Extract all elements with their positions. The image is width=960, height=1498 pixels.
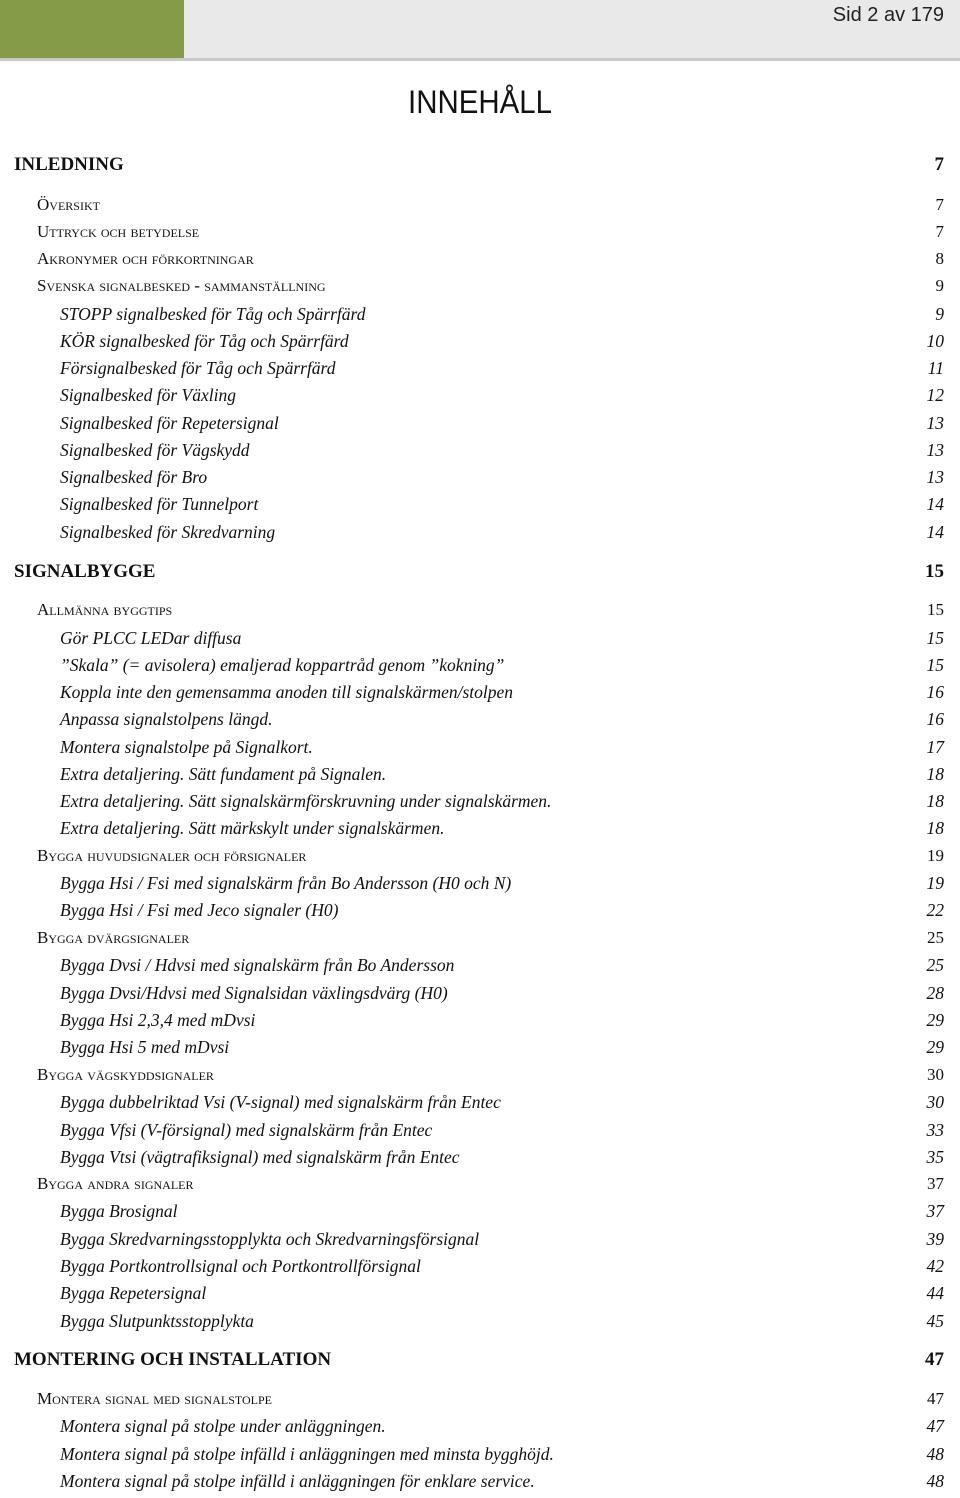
toc-entry-level3[interactable]: [0, 1010, 960, 1036]
toc-entry-title: Uttryck och betydelse: [37, 222, 200, 241]
toc-entry-title: SIGNALBYGGE: [14, 561, 156, 582]
toc-entry-page: 37: [926, 1201, 944, 1221]
toc-entry-title: INLEDNING: [14, 154, 124, 175]
toc-entry-page: 37: [927, 1174, 944, 1193]
toc-entry-title: Signalbesked för Tunnelport: [60, 494, 259, 514]
toc-entry-page: 33: [926, 1120, 944, 1140]
toc-entry-page: 9: [935, 304, 944, 324]
header-accent-block: [0, 0, 184, 58]
toc-entry-page: 18: [926, 764, 944, 784]
toc-entry-title: Bygga Vtsi (vägtrafiksignal) med signalskärm från Entec: [60, 1147, 460, 1167]
toc-entry-level3[interactable]: [0, 1283, 960, 1309]
toc-entry-level3[interactable]: [0, 1201, 960, 1227]
toc-entry-level3[interactable]: [0, 737, 960, 763]
toc-entry-level2[interactable]: [0, 276, 960, 302]
toc-entry-title: Montera signal på stolpe under anläggningen.: [60, 1416, 386, 1436]
toc-entry-page: 7: [935, 222, 944, 241]
toc-entry-level3[interactable]: [0, 709, 960, 735]
toc-entry-title: Bygga andra signaler: [37, 1174, 194, 1193]
toc-entry-title: STOPP signalbesked för Tåg och Spärrfärd: [60, 304, 366, 324]
toc-entry-page: 47: [925, 1349, 944, 1370]
toc-entry-level3[interactable]: [0, 655, 960, 681]
toc-entry-level3[interactable]: [0, 1037, 960, 1063]
toc-title: INNEHÅLL: [408, 84, 552, 120]
toc-entry-page: 25: [927, 928, 944, 947]
toc-entry-level3[interactable]: [0, 413, 960, 439]
toc-entry-level2[interactable]: [0, 600, 960, 626]
toc-entry-level2[interactable]: [0, 222, 960, 248]
toc-entry-page: 18: [926, 818, 944, 838]
page-indicator: Sid 2 av 179: [832, 4, 944, 26]
toc-entry-level2[interactable]: [0, 195, 960, 221]
toc-entry-page: 47: [927, 1389, 944, 1408]
toc-entry-page: 15: [926, 655, 944, 675]
toc-entry-title: Allmänna byggtips: [37, 600, 173, 619]
toc-entry-page: 45: [926, 1311, 944, 1331]
toc-entry-level3[interactable]: [0, 304, 960, 330]
toc-entry-level3[interactable]: [0, 682, 960, 708]
toc-entry-title: Extra detaljering. Sätt fundament på Signalen.: [60, 764, 387, 784]
toc-entry-page: 15: [927, 600, 944, 619]
toc-entry-title: Bygga Skredvarningsstopplykta och Skredvarningsförsignal: [60, 1229, 480, 1249]
toc-entry-page: 39: [926, 1229, 944, 1249]
toc-entry-page: 10: [926, 331, 944, 351]
toc-entry-title: Försignalbesked för Tåg och Spärrfärd: [60, 358, 336, 378]
toc-entry-level3[interactable]: [0, 331, 960, 357]
toc-entry-page: 15: [925, 561, 944, 582]
toc-entry-level2[interactable]: [0, 1174, 960, 1200]
toc-entry-level3[interactable]: [0, 900, 960, 926]
toc-entry-level3[interactable]: [0, 1444, 960, 1470]
toc-entry-title: Bygga Slutpunktsstopplykta: [60, 1311, 254, 1331]
toc-entry-level2[interactable]: [0, 1389, 960, 1415]
toc-entry-title: Svenska signalbesked - sammanställning: [37, 276, 326, 295]
toc-entry-level3[interactable]: [0, 764, 960, 790]
toc-entry-title: MONTERING OCH INSTALLATION: [14, 1349, 332, 1370]
toc-entry-page: 13: [926, 440, 944, 460]
toc-entry-page: 35: [926, 1147, 944, 1167]
toc-entry-page: 44: [926, 1283, 944, 1303]
toc-entry-title: Översikt: [37, 195, 100, 214]
toc-entry-title: Extra detaljering. Sätt märkskylt under signalskärmen.: [60, 818, 445, 838]
toc-entry-title: Montera signal med signalstolpe: [37, 1389, 272, 1408]
toc-entry-page: 30: [927, 1065, 944, 1084]
toc-entry-title: Signalbesked för Skredvarning: [60, 522, 276, 542]
toc-entry-title: Gör PLCC LEDar diffusa: [60, 628, 242, 648]
toc-entry-level3[interactable]: [0, 494, 960, 520]
toc-entry-page: 48: [926, 1444, 944, 1464]
toc-entry-level3[interactable]: [0, 1416, 960, 1442]
toc-entry-title: Bygga huvudsignaler och försignaler: [37, 846, 307, 865]
toc-entry-level3[interactable]: [0, 385, 960, 411]
toc-entry-title: Bygga Dvsi / Hdvsi med signalskärm från Bo Andersson: [60, 955, 455, 975]
toc-entry-page: 16: [926, 682, 944, 702]
toc-entry-title: Montera signal på stolpe infälld i anläggningen för enklare service.: [60, 1471, 535, 1491]
toc-entry-level2[interactable]: [0, 1065, 960, 1091]
toc-entry-page: 47: [926, 1416, 944, 1436]
toc-entry-title: Signalbesked för Repetersignal: [60, 413, 279, 433]
toc-entry-page: 16: [926, 709, 944, 729]
toc-entry-level3[interactable]: [0, 358, 960, 384]
toc-entry-level1[interactable]: [0, 561, 960, 587]
toc-entry-page: 13: [926, 467, 944, 487]
toc-entry-page: 12: [926, 385, 944, 405]
toc-entry-level3[interactable]: [0, 1120, 960, 1146]
toc-entry-title: Anpassa signalstolpens längd.: [60, 709, 273, 729]
toc-entry-page: 42: [926, 1256, 944, 1276]
toc-entry-page: 25: [926, 955, 944, 975]
toc-entry-page: 18: [926, 791, 944, 811]
toc-entry-level3[interactable]: [0, 1471, 960, 1497]
toc-entry-level3[interactable]: [0, 1256, 960, 1282]
toc-entry-title: Signalbesked för Bro: [60, 467, 208, 487]
toc-entry-level3[interactable]: [0, 1229, 960, 1255]
toc-entry-level3[interactable]: [0, 1092, 960, 1118]
toc-entry-title: Bygga dvärgsignaler: [37, 928, 190, 947]
toc-entry-title: Bygga dubbelriktad Vsi (V-signal) med signalskärm från Entec: [60, 1092, 501, 1112]
toc-entry-level1[interactable]: [0, 154, 960, 180]
toc-entry-level2[interactable]: [0, 846, 960, 872]
toc-entry-page: 19: [926, 873, 944, 893]
toc-entry-title: Bygga Hsi / Fsi med Jeco signaler (H0): [60, 900, 339, 920]
toc-entry-title: Extra detaljering. Sätt signalskärmförskruvning under signalskärmen.: [60, 791, 552, 811]
toc-entry-page: 13: [926, 413, 944, 433]
toc-entry-page: 14: [926, 522, 944, 542]
toc-entry-title: Signalbesked för Växling: [60, 385, 236, 405]
toc-entry-title: Bygga Repetersignal: [60, 1283, 207, 1303]
toc-entry-level2[interactable]: [0, 928, 960, 954]
toc-entry-title: Signalbesked för Vägskydd: [60, 440, 250, 460]
toc-entry-level3[interactable]: [0, 467, 960, 493]
toc-entry-page: 9: [935, 276, 944, 295]
toc-entry-level3[interactable]: [0, 955, 960, 981]
toc-entry-level3[interactable]: [0, 1311, 960, 1337]
toc-entry-page: 48: [926, 1471, 944, 1491]
toc-entry-page: 22: [926, 900, 944, 920]
toc-entry-page: 14: [926, 494, 944, 514]
toc-entry-title: KÖR signalbesked för Tåg och Spärrfärd: [60, 331, 349, 351]
toc-entry-title: Bygga vägskyddsignaler: [37, 1065, 214, 1084]
toc-entry-level3[interactable]: [0, 873, 960, 899]
toc-entry-page: 11: [927, 358, 944, 378]
toc-entry-page: 15: [926, 628, 944, 648]
toc-entry-title: Bygga Portkontrollsignal och Portkontrollförsignal: [60, 1256, 421, 1276]
toc-entry-level3[interactable]: [0, 818, 960, 844]
toc-entry-page: 17: [926, 737, 944, 757]
toc-entry-page: 8: [935, 249, 944, 268]
toc-entry-level1[interactable]: [0, 1349, 960, 1375]
toc-entry-page: 29: [926, 1010, 944, 1030]
toc-entry-title: Montera signal på stolpe infälld i anläggningen med minsta bygghöjd.: [60, 1444, 554, 1464]
toc-entry-title: Bygga Vfsi (V-försignal) med signalskärm från Entec: [60, 1120, 433, 1140]
toc-entry-page: 29: [926, 1037, 944, 1057]
toc-entry-level3[interactable]: [0, 522, 960, 548]
toc-entry-title: ”Skala” (= avisolera) emaljerad koppartråd genom ”kokning”: [60, 655, 505, 675]
toc-entry-title: Bygga Hsi 2,3,4 med mDvsi: [60, 1010, 256, 1030]
toc-entry-level2[interactable]: [0, 249, 960, 275]
toc-entry-title: Akronymer och förkortningar: [37, 249, 254, 268]
toc-entry-level3[interactable]: [0, 983, 960, 1009]
toc-entry-title: Koppla inte den gemensamma anoden till signalskärmen/stolpen: [60, 682, 514, 702]
toc-entry-title: Bygga Hsi / Fsi med signalskärm från Bo Andersson (H0 och N): [60, 873, 512, 893]
toc-entry-title: Bygga Brosignal: [60, 1201, 178, 1221]
toc-entry-page: 19: [927, 846, 944, 865]
toc-entry-page: 7: [935, 195, 944, 214]
toc-entry-level3[interactable]: [0, 628, 960, 654]
toc-entry-page: 28: [926, 983, 944, 1003]
toc-entry-title: Bygga Dvsi/Hdvsi med Signalsidan växlingsdvärg (H0): [60, 983, 448, 1003]
toc-entry-level3[interactable]: [0, 1147, 960, 1173]
toc-entry-level3[interactable]: [0, 440, 960, 466]
toc-entry-title: Montera signalstolpe på Signalkort.: [60, 737, 313, 757]
toc-entry-page: 7: [934, 154, 944, 175]
toc-entry-page: 30: [926, 1092, 944, 1112]
toc-entry-level3[interactable]: [0, 791, 960, 817]
toc-entry-title: Bygga Hsi 5 med mDvsi: [60, 1037, 230, 1057]
